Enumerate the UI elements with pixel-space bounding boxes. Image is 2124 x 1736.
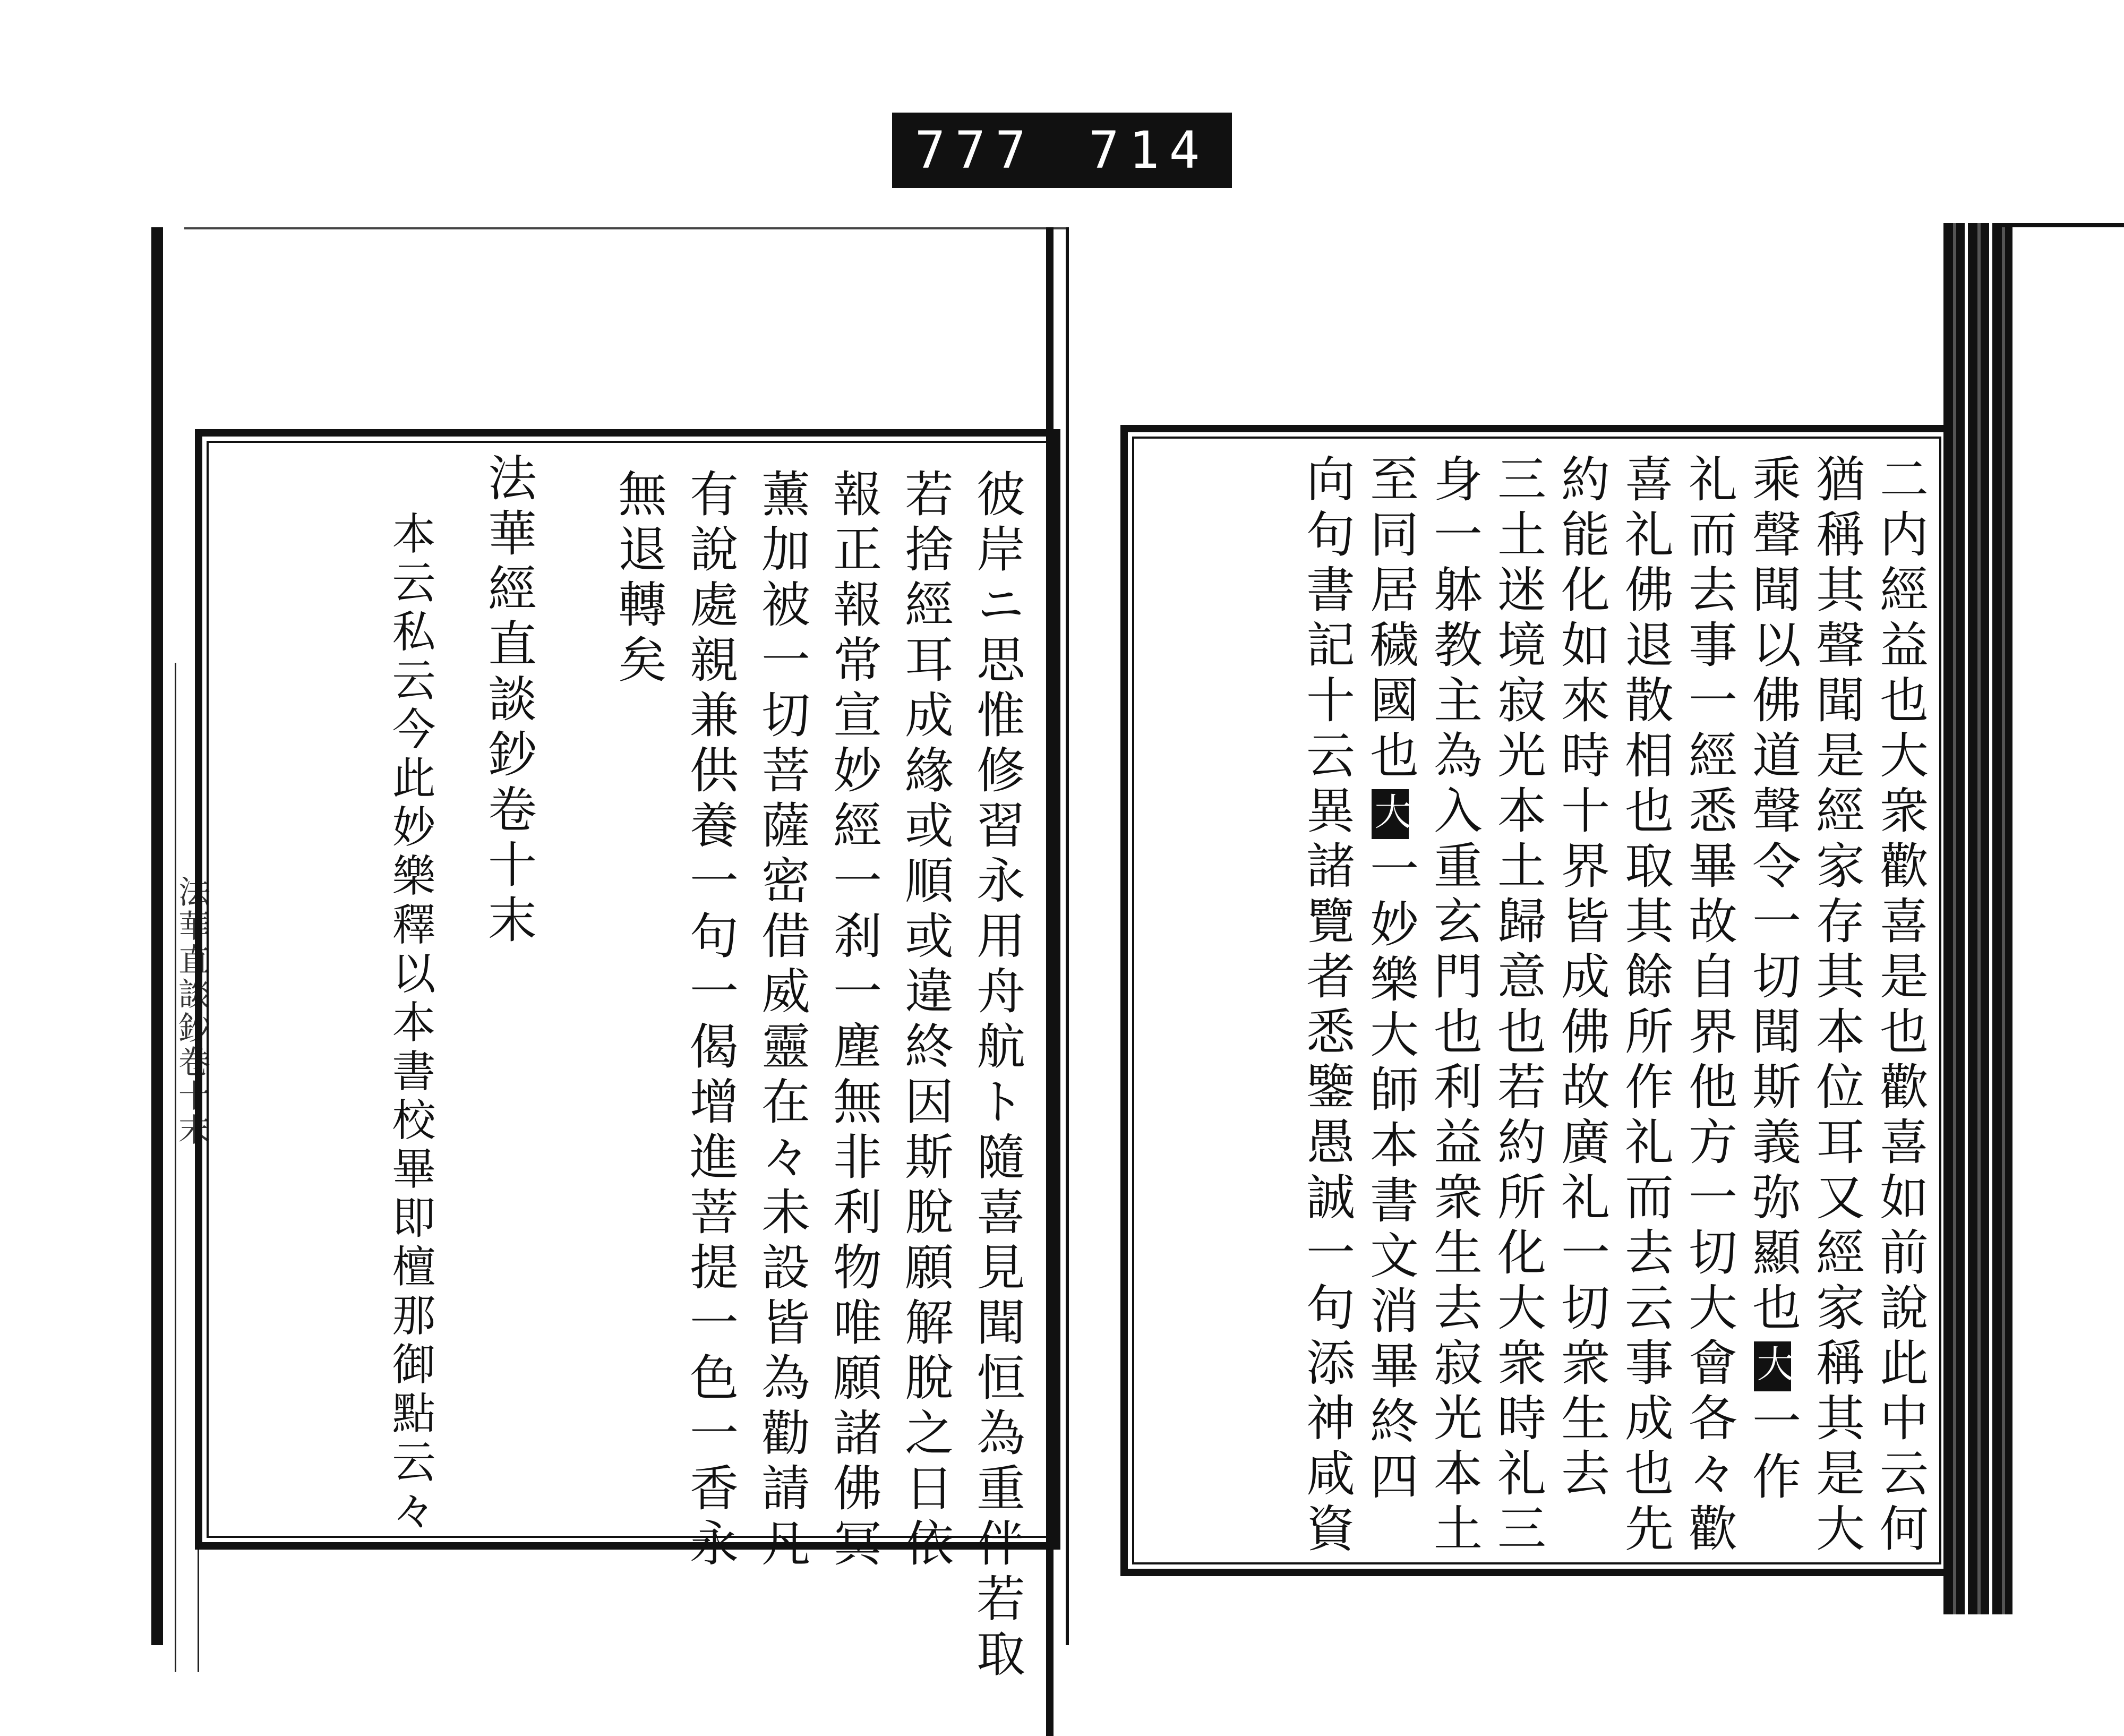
right-column-3 (1744, 454, 1801, 1506)
section-marker-2: 大 (1372, 789, 1409, 839)
right-column-10: 向句書記十云異諸覽者悉鑒愚誠一句添神咸資 (1298, 454, 1355, 1558)
right-column-2: 猶稱其聲聞是經家存其本位耳又經家稱其是大 (1808, 454, 1865, 1558)
archive-number-label (892, 113, 1232, 188)
right-column-9-tail: 一妙樂大師本書文消畢終四 (1362, 843, 1419, 1506)
right-page-edge (1943, 223, 2012, 1614)
left-column-1: 彼岸ニ思惟修習永用舟航ト隨喜見聞恒為重伴若取 (969, 468, 1025, 1683)
right-column-1: 二内經益也大衆歡喜是也歡喜如前說此中云何 (1872, 454, 1929, 1558)
right-page (1120, 425, 1953, 1576)
archive-number-right: 714 (1089, 121, 1210, 180)
right-column-5: 喜礼佛退散相也取其餘所作礼而去云事成也先 (1617, 454, 1674, 1558)
right-column-7: 三土迷境寂光本土歸意也若約所化大衆時礼三 (1489, 454, 1546, 1558)
left-text-frame (195, 429, 1060, 1683)
right-column-9-text: 至同居穢國也 (1362, 454, 1419, 785)
right-column-4: 礼而去事一經悉畢故自界他方一切大會各々歡 (1681, 454, 1737, 1558)
right-column-3-tail: 一作 (1744, 1396, 1801, 1506)
left-colophon-title: 法華經直談鈔卷十末 (480, 452, 537, 950)
left-page-blank-area (184, 227, 1066, 431)
right-column-8: 身一躰教主為入重玄門也利益衆生去寂光本土 (1426, 454, 1483, 1558)
right-column-3-text: 乘聲聞以佛道聲令一切聞斯義弥顯也 (1744, 454, 1801, 1337)
left-column-3: 報正報常宣妙經一刹一塵無非利物唯願諸佛冥 (825, 468, 882, 1573)
section-marker-1: 大 (1754, 1341, 1791, 1391)
left-column-2: 若捨經耳成緣或順或違終因斯脫願解脫之日依 (897, 468, 954, 1573)
spine-title: 法華直談鈔卷十末 (173, 875, 210, 1147)
left-column-6: 無退轉矣 (610, 468, 667, 689)
left-page (151, 227, 1069, 1683)
right-column-6: 約能化如來時十界皆成佛故廣礼一切衆生去 (1553, 454, 1610, 1503)
left-column-5: 有說處親兼供養一句一偈增進菩提一色一香永 (682, 468, 739, 1573)
left-column-4: 薰加被一切菩薩密借威靈在々未設皆為勸請凡 (753, 468, 810, 1573)
left-colophon-note: 本云私云今此妙樂釋以本書校畢即檀那御點云々 (385, 511, 435, 1537)
right-column-9 (1362, 454, 1419, 1506)
archive-number-left: 777 (914, 121, 1035, 180)
right-top-rule (1997, 223, 2124, 227)
center-gutter (1046, 227, 1054, 1736)
